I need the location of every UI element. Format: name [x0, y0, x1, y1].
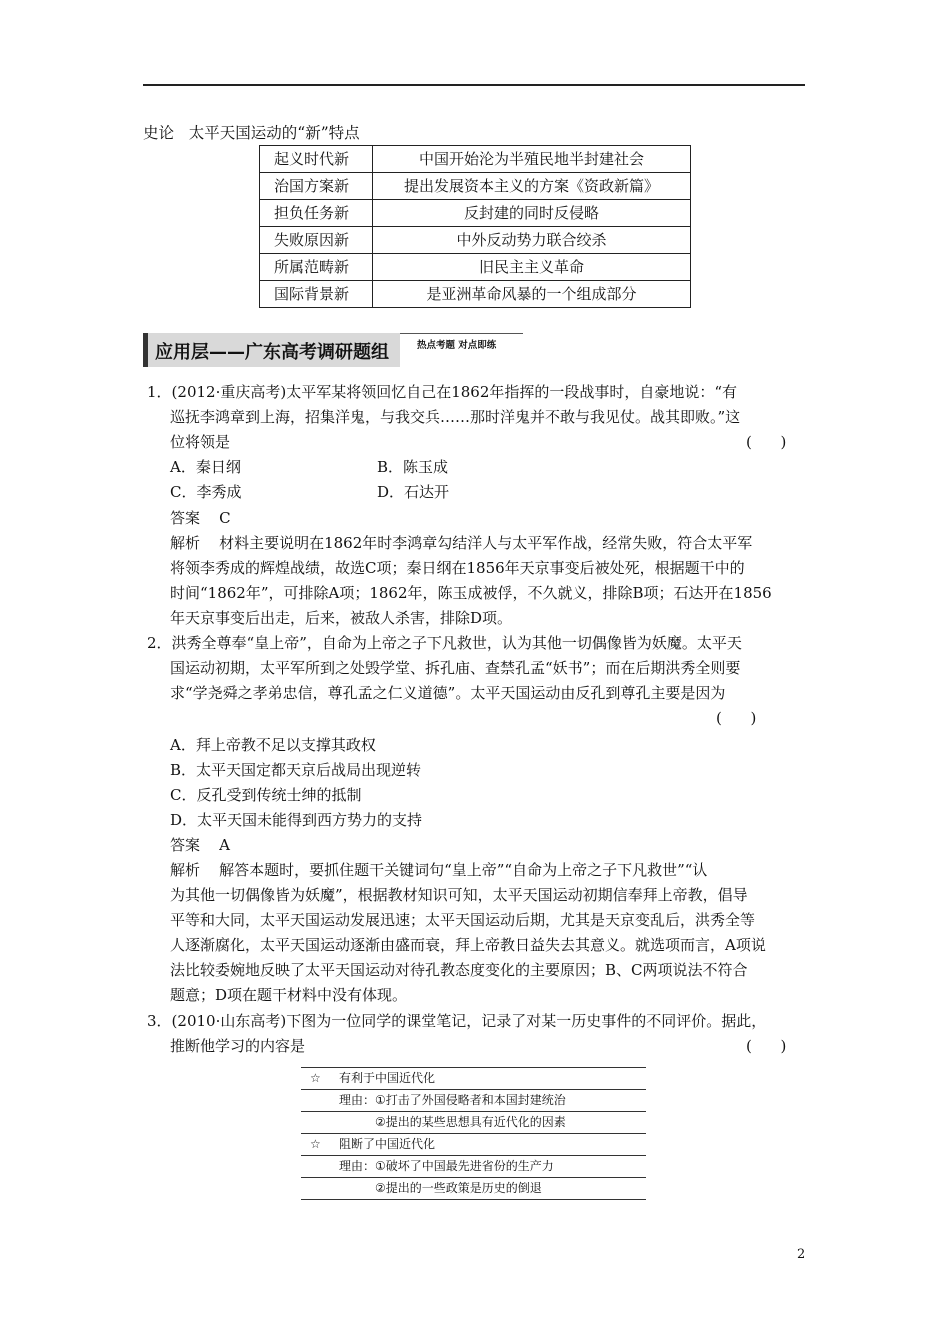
q3-stem-line: 3．(2010·山东高考)下图为一位同学的课堂笔记，记录了对某一历史事件的不同评价。据此，	[147, 1012, 767, 1030]
note-row	[301, 1090, 646, 1112]
table-row	[260, 173, 691, 200]
section-subtitle: 热点考题 对点即练	[417, 340, 497, 351]
q2-option-a: A．拜上帝教不足以支撑其政权	[170, 736, 376, 754]
q1-answer-blank: ( )	[746, 433, 787, 451]
q2-analysis-line: 法比较委婉地反映了太平天国运动对待孔教态度变化的主要原因；B、C两项说法不符合	[170, 961, 748, 979]
table-row	[260, 200, 691, 227]
note-reason: ②提出的一些政策是历史的倒退	[375, 1181, 542, 1195]
table-row	[260, 254, 691, 281]
q3-answer-blank: ( )	[746, 1037, 787, 1055]
feature-value: 中外反动势力联合绞杀	[373, 227, 691, 254]
feature-value: 反封建的同时反侵略	[373, 200, 691, 227]
note-row	[301, 1067, 646, 1090]
q2-analysis-line: 题意；D项在题干材料中没有体现。	[170, 986, 408, 1004]
header-rule	[143, 84, 805, 86]
q1-option-b: B．陈玉成	[377, 458, 449, 476]
shilun-label: 史论	[143, 124, 175, 142]
table-row	[260, 227, 691, 254]
feature-value: 提出发展资本主义的方案《资政新篇》	[373, 173, 691, 200]
note-row	[301, 1178, 646, 1200]
q2-answer: 答案 A	[170, 836, 230, 854]
star-icon: ☆	[310, 1071, 321, 1085]
table-row	[260, 281, 691, 308]
q2-analysis-line: 平等和大同，太平天国运动发展迅速；太平天国运动后期，尤其是天京变乱后，洪秀全等	[170, 911, 756, 929]
q2-option-c: C．反孔受到传统士绅的抵制	[170, 786, 362, 804]
q2-stem-line: 国运动初期，太平军所到之处毁学堂、拆孔庙、查禁孔孟“妖书”；而在后期洪秀全则要	[170, 659, 741, 677]
q2-analysis-line: 人逐渐腐化，太平天国运动逐渐由盛而衰，拜上帝教日益失去其意义。就选项而言，A项说	[170, 936, 766, 954]
section-heading	[143, 333, 523, 367]
q3-stem-line: 推断他学习的内容是	[170, 1037, 306, 1055]
q2-option-b: B．太平天国定都天京后战局出现逆转	[170, 761, 422, 779]
q2-analysis-line: 解析 解答本题时，要抓住题干关键词句“皇上帝”“自命为上帝之子下凡救世”“认	[170, 861, 708, 879]
note-row	[301, 1156, 646, 1178]
q1-stem-line: 巡抚李鸿章到上海，招集洋鬼，与我交兵……那时洋鬼并不敢与我见仗。战其即败。”这	[170, 408, 741, 426]
feature-key: 起义时代新	[260, 146, 373, 173]
note-row	[301, 1134, 646, 1156]
star-icon: ☆	[310, 1137, 321, 1151]
q1-option-d: D．石达开	[377, 483, 450, 501]
q1-analysis-line: 解析 材料主要说明在1862年时李鸿章勾结洋人与太平军作战，经常失败，符合太平军	[170, 534, 753, 552]
feature-value: 是亚洲革命风暴的一个组成部分	[373, 281, 691, 308]
q1-analysis-line: 将领李秀成的辉煌战绩，故选C项；秦日纲在1856年天京事变后被处死，根据题干中的	[170, 559, 745, 577]
q1-stem-line: 1．(2012·重庆高考)太平军某将领回忆自己在1862年指挥的一段战事时，自豪地说：“有	[147, 383, 738, 401]
shilun-heading	[143, 121, 360, 143]
q1-stem-line: 位将领是	[170, 433, 231, 451]
feature-key: 国际背景新	[260, 281, 373, 308]
q1-analysis-line: 年天京事变后出走，后来，被敌人杀害，排除D项。	[170, 609, 513, 627]
features-table	[259, 145, 691, 308]
q2-option-d: D．太平天国未能得到西方势力的支持	[170, 811, 423, 829]
section-title: 应用层——广东高考调研题组	[155, 342, 389, 363]
feature-key: 担负任务新	[260, 200, 373, 227]
note-row	[301, 1112, 646, 1134]
note-reason: ②提出的某些思想具有近代化的因素	[375, 1115, 566, 1129]
note-reason: 理由：①打击了外国侵略者和本国封建统治	[339, 1093, 566, 1107]
q2-stem-line: 求“学尧舜之孝弟忠信，尊孔孟之仁义道德”。太平天国运动由反孔到尊孔主要是因为	[170, 684, 726, 702]
class-notes-figure	[301, 1067, 646, 1200]
q1-analysis-line: 时间“1862年”，可排除A项；1862年，陈玉成被俘，不久就义，排除B项；石达开在1856	[170, 584, 772, 602]
feature-key: 所属范畴新	[260, 254, 373, 281]
table-row	[260, 146, 691, 173]
q1-answer: 答案 C	[170, 509, 231, 527]
note-heading: 有利于中国近代化	[339, 1071, 436, 1085]
feature-key: 失败原因新	[260, 227, 373, 254]
q2-stem-line: 2．洪秀全尊奉“皇上帝”，自命为上帝之子下凡救世，认为其他一切偶像皆为妖魔。太平天	[147, 634, 742, 652]
page-number: 2	[797, 1247, 806, 1262]
q1-option-c: C．李秀成	[170, 483, 242, 501]
note-reason: 理由：①破坏了中国最先进省份的生产力	[339, 1159, 554, 1173]
feature-key: 治国方案新	[260, 173, 373, 200]
feature-value: 旧民主主义革命	[373, 254, 691, 281]
feature-value: 中国开始沦为半殖民地半封建社会	[373, 146, 691, 173]
q1-option-a: A．秦日纲	[170, 458, 241, 476]
shilun-title: 太平天国运动的“新”特点	[188, 124, 360, 142]
q2-answer-blank: ( )	[716, 709, 757, 727]
q2-analysis-line: 为其他一切偶像皆为妖魔”，根据教材知识可知，太平天国运动初期信奉拜上帝教，倡导	[170, 886, 748, 904]
note-heading: 阻断了中国近代化	[339, 1137, 436, 1151]
